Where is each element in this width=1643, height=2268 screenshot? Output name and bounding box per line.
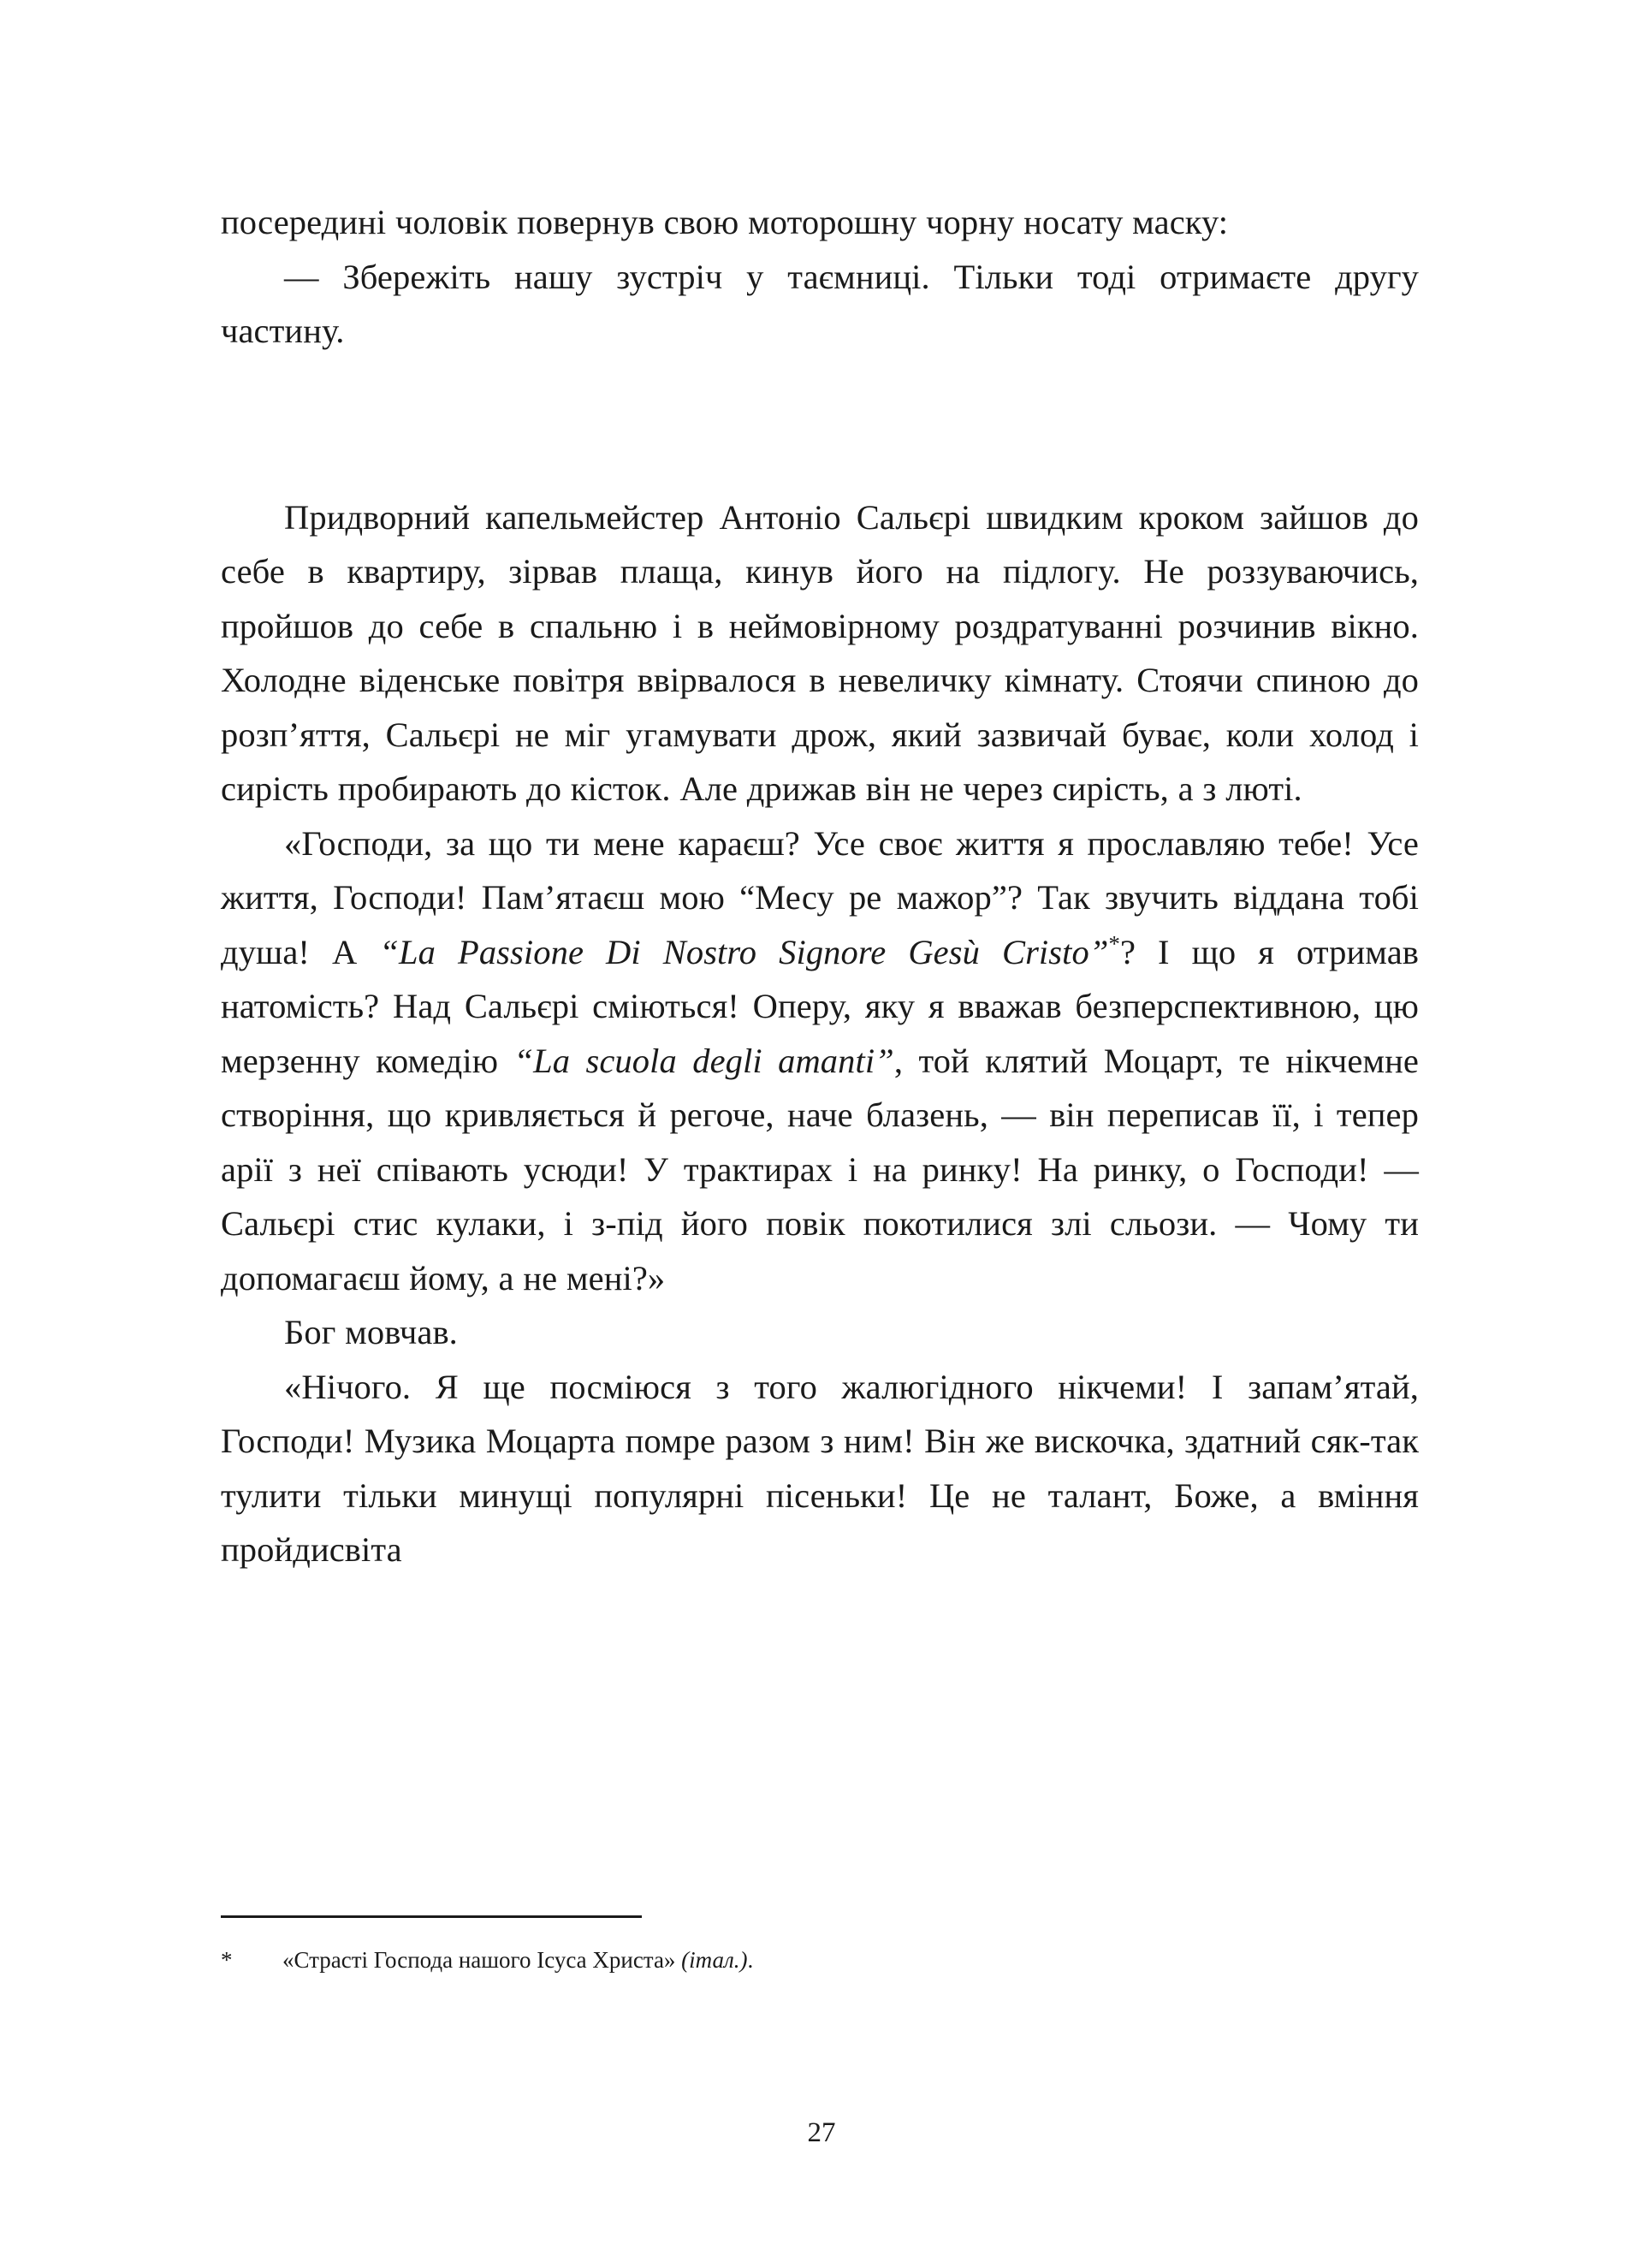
- footnote-entry: [221, 1944, 1419, 1976]
- page-number: 27: [807, 2117, 836, 2148]
- paragraph-salieri-arrival: Придворний капельмейстер Антоніо Сальєрі швидким кроком зайшов до себе в квартиру, зірвав плаща, кинув його на підлогу. Не роззуваючись, пройшов до себе в спальню і в неймовірному роздратуванні розчинив вікно. Холодне віденське повітря ввірвалося в невеличку кімнату. Стоячи спиною до розп’яття, Сальєрі не міг угамувати дрож, який зазвичай буває, коли холод і сирість пробирають до кісток. Але дрижав він не через сирість, а з люті.: [221, 497, 1419, 808]
- paragraph-god-was-silent: Бог мовчав.: [284, 1313, 458, 1351]
- footnote-text: [282, 1944, 1419, 1976]
- italic-title-la-passione: “La Passione Di Nostro Signore Gesù Cristo”: [379, 932, 1109, 971]
- paragraph-salieri-monologue-2: «Нічого. Я ще посміюся з того жалюгідного нікчеми! І запам’ятай, Господи! Музика Моцарта помре разом з ним! Він же вискочка, здатний сяк-так тулити тільки минущі популярні пісеньки! Це не талант, Боже, а вміння пройдисвіта: [221, 1367, 1419, 1569]
- italic-title-la-scuola: “La scuola degli amanti”: [513, 1041, 894, 1080]
- footnote-reference-marker[interactable]: *: [1108, 930, 1120, 956]
- footnote-text-tail: .: [747, 1947, 754, 1973]
- footnote-area: [221, 1915, 1419, 1976]
- paragraph-salieri-monologue: [221, 816, 1419, 1306]
- monologue-part-1: «Господи, за що ти мене караєш? Усе своє життя я прославляю тебе! Усе життя, Господи! Пам’ятаєш мою “Месу ре мажор”? Так звучить віддана тобі душа! А: [221, 823, 1419, 971]
- paragraph-dialogue: — Збережіть нашу зустріч у таємниці. Тільки тоді отримаєте другу частину.: [221, 257, 1419, 350]
- footnote-text-roman: «Страсті Господа нашого Ісуса Христа»: [282, 1947, 682, 1973]
- body-text-column: [221, 195, 1419, 1577]
- footnote-language-label: (італ.): [681, 1947, 748, 1973]
- footnote-marker: *: [221, 1947, 233, 1973]
- footnote-separator-rule: [221, 1915, 642, 1918]
- monologue-part-2: ? І що я отримав натомість? Над Сальєрі сміються! Оперу, яку я вважав безперспективною, цю мерзенну комедію: [221, 932, 1419, 1080]
- monologue-part-3: , той клятий Моцарт, те нікчемне створіння, що кривляється й регоче, наче блазень, — він переписав її, і тепер арії з неї співають усюди! У трактирах і на ринку! На ринку, о Господи! — Сальєрі стис кулаки, і з-під його повік покотилися злі сльози. — Чому ти допомагаєш йому, а не мені?»: [221, 1041, 1419, 1297]
- paragraph-continuation: посередині чоловік повернув свою моторошну чорну носату маску:: [221, 203, 1229, 241]
